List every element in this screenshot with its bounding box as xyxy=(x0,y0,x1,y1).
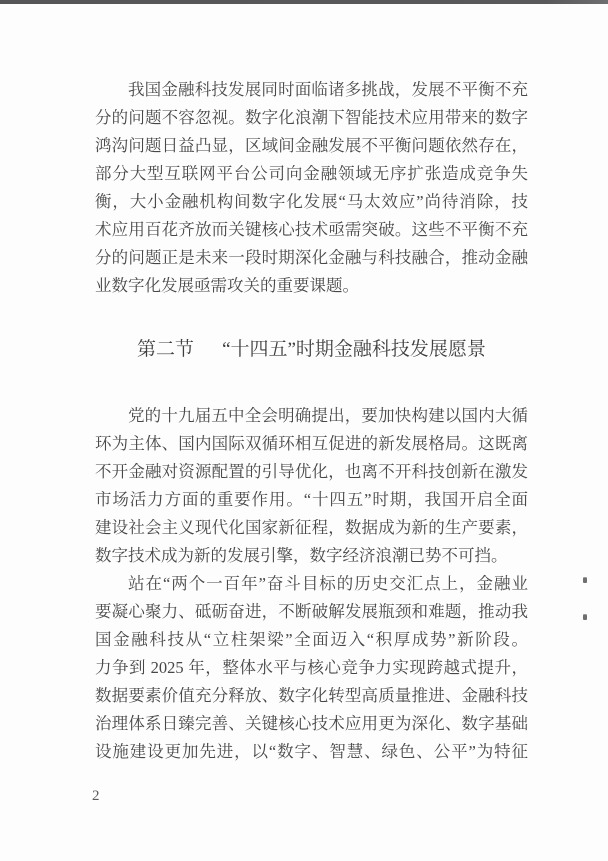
text-line: 党的十九届五中全会明确提出，要加快构建以国内大循 xyxy=(128,406,528,425)
text-line: 分的问题正是未来一段时期深化金融与科技融合，推动金融 xyxy=(95,248,528,267)
text-line: 国金融科技从“立柱架梁”全面迈入“积厚成势”新阶段。 xyxy=(95,630,528,649)
text-line: 数字技术成为新的发展引擎，数字经济浪潮已势不可挡。 xyxy=(95,546,508,565)
text-line: 设施建设更加先进，以“数字、智慧、绿色、公平”为特征 xyxy=(95,742,528,761)
text-line: 站在“两个一百年”奋斗目标的历史交汇点上，金融业 xyxy=(128,574,528,593)
text-line: 建设社会主义现代化国家新征程，数据成为新的生产要素， xyxy=(95,518,528,537)
page-number: 2 xyxy=(92,788,100,804)
text-line: 部分大型互联网平台公司向金融领域无序扩张造成竞争失 xyxy=(95,164,528,183)
text-line: 衡，大小金融机构间数字化发展“马太效应”尚待消除，技 xyxy=(95,192,528,211)
text-line: 业数字化发展亟需攻关的重要课题。 xyxy=(95,276,359,295)
section-title: “十四五”时期金融科技发展愿景 xyxy=(222,339,486,360)
text-line: 力争到 2025 年，整体水平与核心竞争力实现跨越式提升， xyxy=(95,658,528,677)
text-line: 术应用百花齐放而关键核心技术亟需突破。这些不平衡不充 xyxy=(95,220,528,239)
text-line: 治理体系日臻完善、关键核心技术应用更为深化、数字基础 xyxy=(95,714,528,733)
text-line: 我国金融科技发展同时面临诸多挑战，发展不平衡不充 xyxy=(128,80,528,99)
section-number: 第二节 xyxy=(137,339,195,360)
scan-artifact-speck xyxy=(583,578,587,583)
paragraph-vision xyxy=(95,570,528,766)
text-line: 不开金融对资源配置的引导优化，也离不开科技创新在激发 xyxy=(95,462,528,481)
scan-edge-bar xyxy=(0,0,608,4)
paragraph-challenges xyxy=(95,76,528,300)
scan-artifact-speck xyxy=(583,615,587,620)
text-line: 数据要素价值充分释放、数字化转型高质量推进、金融科技 xyxy=(95,686,528,705)
text-line: 鸿沟问题日益凸显，区域间金融发展不平衡问题依然存在， xyxy=(95,136,528,155)
section-heading xyxy=(95,334,528,366)
text-line: 分的问题不容忽视。数字化浪潮下智能技术应用带来的数字 xyxy=(95,108,528,127)
text-line: 市场活力方面的重要作用。“十四五”时期，我国开启全面 xyxy=(95,490,528,509)
text-line: 要凝心聚力、砥砺奋进，不断破解发展瓶颈和难题，推动我 xyxy=(95,602,528,621)
text-line: 环为主体、国内国际双循环相互促进的新发展格局。这既离 xyxy=(95,434,528,453)
paragraph-plenum xyxy=(95,402,528,570)
text-block xyxy=(95,76,528,766)
